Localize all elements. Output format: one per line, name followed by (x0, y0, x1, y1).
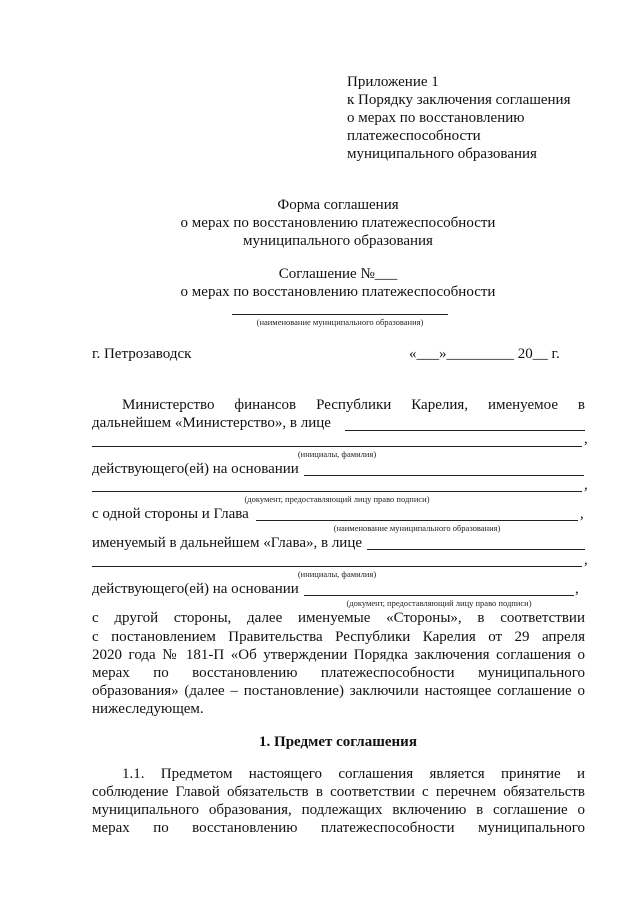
caption-doc-1: (документ, предоставляющий лицу право подписи) (244, 494, 430, 504)
form-title-line-3: муниципального образования (243, 233, 433, 249)
appendix-line-5: муниципального образования (347, 146, 537, 162)
p2-line-2: с постановлением Правительства Республики Карелия от 29 апреля (92, 629, 585, 645)
p2-line-1: с другой стороны, далее именуемые «Стороны», в соответствии (92, 610, 585, 626)
caption-mo: (наименование муниципального образования) (333, 523, 501, 533)
named-glava: именуемый в дальнейшем «Глава», в лице (92, 535, 363, 551)
glava-name-line-2 (92, 566, 582, 567)
city: г. Петрозаводск (92, 346, 192, 362)
glava-name-line-1 (367, 549, 585, 550)
comma-1: , (584, 431, 588, 447)
caption-doc-2: (документ, предоставляющий лицу право подписи) (346, 598, 532, 608)
acting-on-2: действующего(ей) на основании (92, 581, 299, 597)
comma-5: , (575, 581, 579, 597)
date-placeholder: «___»_________ 20__ г. (409, 346, 560, 362)
p2-line-6: нижеследующем. (92, 701, 204, 717)
section-1-line-2: соблюдение Главой обязательств в соответствии с перечнем обязательств (92, 784, 585, 800)
section-1-line-3: муниципального образования, подлежащих включению в соглашение о (92, 802, 585, 818)
section-1-line-1: 1.1. Предметом настоящего соглашения является принятие и (122, 766, 585, 782)
basis-line-2 (92, 491, 582, 492)
comma-4: , (584, 552, 588, 568)
comma-3: , (580, 506, 584, 522)
appendix-line-4: платежеспособности (347, 128, 481, 144)
p2-line-4: мерах по восстановлению платежеспособности муниципального (92, 665, 585, 681)
appendix-line-1: Приложение 1 (347, 74, 439, 90)
mo-line (256, 520, 578, 521)
p1-line-1: Министерство финансов Республики Карелия, именуемое в (122, 397, 585, 413)
basis-line-3 (304, 595, 574, 596)
appendix-line-2: к Порядку заключения соглашения (347, 92, 571, 108)
representative-line-2 (92, 446, 582, 447)
mo-name-line (232, 314, 448, 315)
agreement-number: Соглашение №___ (278, 266, 398, 282)
caption-fio-1: (инициалы, фамилия) (297, 449, 377, 459)
p2-line-5: образования» (далее – постановление) заключили настоящее соглашение о (92, 683, 585, 699)
mo-name-caption: (наименование муниципального образования) (256, 317, 424, 327)
section-1-line-4: мерах по восстановлению платежеспособности муниципального (92, 820, 585, 836)
section-1-heading: 1. Предмет соглашения (259, 734, 417, 750)
representative-line-1 (345, 430, 585, 431)
caption-fio-2: (инициалы, фамилия) (297, 569, 377, 579)
p1-line-2: дальнейшем «Министерство», в лице (92, 415, 331, 431)
form-title-line-2: о мерах по восстановлению платежеспособности (180, 215, 496, 231)
comma-2: , (584, 477, 588, 493)
one-side-glava: с одной стороны и Глава (92, 506, 249, 522)
agreement-subtitle: о мерах по восстановлению платежеспособности (180, 284, 496, 300)
acting-on-1: действующего(ей) на основании (92, 461, 299, 477)
form-title-line-1: Форма соглашения (277, 197, 399, 213)
appendix-line-3: о мерах по восстановлению (347, 110, 525, 126)
basis-line-1 (304, 475, 584, 476)
p2-line-3: 2020 года № 181-П «Об утверждении Порядка заключения соглашения о (92, 647, 585, 663)
